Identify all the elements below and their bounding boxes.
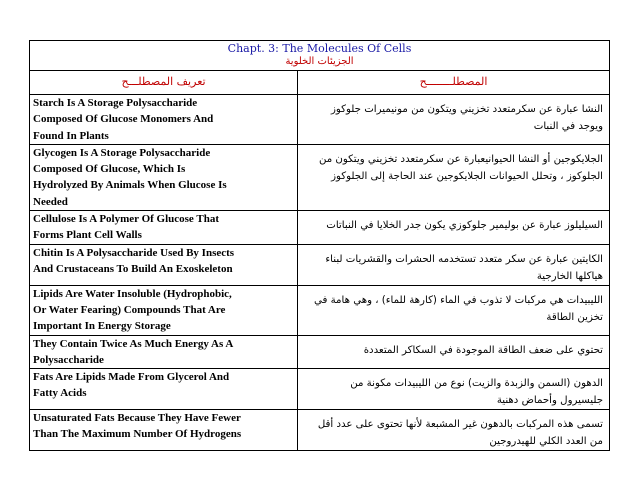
glossary-row	[30, 369, 610, 410]
glossary-row	[30, 144, 610, 210]
glossary-row	[30, 211, 610, 245]
arabic-definition-cell	[298, 369, 610, 410]
english-definition-line: Composed Of Glucose Monomers And	[33, 113, 214, 126]
english-definition-line: Needed	[33, 195, 68, 208]
arabic-definition-line: من العدد الكلي للهيدروجين	[489, 436, 604, 448]
arabic-definition-line: الكايتين عبارة عن سكر متعدد تستخدمه الحشرات والقشريات لبناء	[325, 253, 604, 265]
arabic-definition-line: تخزين الطاقة	[546, 311, 604, 323]
english-definition-line: Glycogen Is A Storage Polysaccharide	[33, 146, 211, 159]
title-row	[30, 41, 610, 71]
arabic-definition-line: الليبيدات هي مركبات لا تذوب في الماء (كارهة للماء) ، وهي هامة في	[313, 294, 604, 306]
english-definition-line: Polysaccharide	[33, 353, 104, 366]
english-definition-line: And Crustaceans To Build An Exoskeleton	[33, 262, 233, 275]
english-definition-cell	[30, 369, 298, 410]
column-header-row	[30, 71, 610, 95]
english-definition-line: Lipids Are Water Insoluble (Hydrophobic,	[33, 287, 232, 300]
arabic-definition-cell	[298, 95, 610, 145]
arabic-definition-line: تحتوي على ضعف الطاقة الموجودة في السكاكر المتعددة	[363, 344, 604, 356]
english-definition-line: Forms Plant Cell Walls	[33, 229, 142, 242]
arabic-definition-cell	[298, 144, 610, 210]
arabic-definition-line: تسمى هذه المركبات بالدهون غير المشبعة لأنها تحتوى على عدد أقل	[317, 419, 604, 431]
english-definition-line: Fatty Acids	[33, 387, 87, 400]
arabic-definition-cell	[298, 285, 610, 335]
glossary-row	[30, 244, 610, 285]
glossary-row	[30, 335, 610, 369]
english-definition-line: Fats Are Lipids Made From Glycerol And	[33, 371, 230, 384]
arabic-definition-cell	[298, 211, 610, 245]
english-definition-cell	[30, 285, 298, 335]
chapter-title: Chapt. 3: The Molecules Of Cells	[227, 42, 412, 55]
arabic-definition-line: النشا عبارة عن سكرمتعدد تخزيني ويتكون من مونيميرات جلوكوز	[331, 104, 604, 115]
english-definition-line: Composed Of Glucose, Which Is	[33, 163, 186, 176]
glossary-table	[29, 40, 610, 451]
english-definition-line: Starch Is A Storage Polysaccharide	[33, 97, 198, 109]
glossary-row	[30, 410, 610, 451]
glossary-row	[30, 95, 610, 145]
english-definition-line: Hydrolyzed By Animals When Glucose Is	[33, 179, 227, 192]
title-cell	[30, 41, 610, 71]
glossary-row	[30, 285, 610, 335]
arabic-definition-line: هياكلها الخارجية	[536, 270, 604, 282]
arabic-definition-line: الجلوكوز ، وتحلل الحيوانات الجلايكوجين عند الحاجة إلى الجلوكوز	[331, 170, 604, 182]
glossary-rows	[30, 95, 610, 451]
english-definition-line: Than The Maximum Number Of Hydrogens	[33, 428, 242, 441]
glossary-document	[29, 40, 609, 451]
arabic-definition-line: الدهون (السمن والزبدة والزيت) نوع من الليبيدات مكونة من	[350, 378, 604, 390]
arabic-definition-line: ويوجد في النبات	[533, 121, 604, 132]
english-definition-cell	[30, 244, 298, 285]
column-header-term: المصطلــــــــح	[298, 71, 610, 95]
english-definition-line: Important In Energy Storage	[33, 320, 171, 333]
english-definition-line: Cellulose Is A Polymer Of Glucose That	[33, 213, 219, 226]
arabic-definition-line: السيليلوز عبارة عن بوليمير جلوكوزي يكون جدر الخلايا في النباتات	[326, 220, 604, 232]
english-definition-line: Found In Plants	[33, 129, 109, 142]
english-definition-line: They Contain Twice As Much Energy As A	[33, 337, 234, 350]
arabic-definition-cell	[298, 410, 610, 451]
english-definition-cell	[30, 144, 298, 210]
chapter-title-arabic: الجزيئات الخلوية	[285, 56, 354, 67]
arabic-definition-line: جليسيرول وأحماض دهنية	[496, 395, 604, 407]
english-definition-cell	[30, 211, 298, 245]
english-definition-line: Chitin Is A Polysaccharide Used By Insects	[33, 246, 235, 259]
column-header-definition: تعريف المصطلـــح	[30, 71, 298, 95]
arabic-definition-line: الجلايكوجين أو النشا الحيوانيعبارة عن سكرمتعدد تخزيني ويتكون من	[318, 153, 604, 165]
english-definition-line: Or Water Fearing) Compounds That Are	[33, 303, 226, 316]
arabic-definition-cell	[298, 335, 610, 369]
english-definition-cell	[30, 410, 298, 451]
english-definition-line: Unsaturated Fats Because They Have Fewer	[33, 412, 241, 425]
english-definition-cell	[30, 95, 298, 145]
arabic-definition-cell	[298, 244, 610, 285]
english-definition-cell	[30, 335, 298, 369]
